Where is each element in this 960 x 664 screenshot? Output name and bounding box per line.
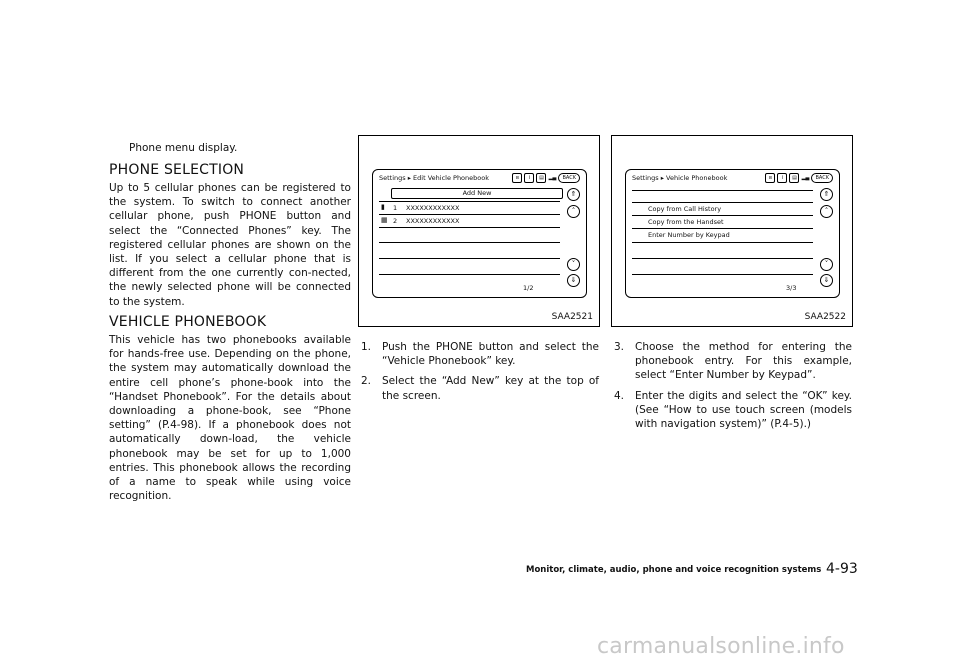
back-button[interactable]: BACK <box>558 173 580 183</box>
breadcrumb: Settings ▸ Vehicle Phonebook <box>632 174 728 182</box>
bluetooth-icon: ʙ <box>765 173 775 183</box>
divider <box>379 258 560 259</box>
step-number: 4. <box>614 389 625 402</box>
paragraph-vehicle-phonebook: This vehicle has two phonebooks available for hands-free use. Depending on the phone, the system may automatically download the entire cell phone’s phone-book into the “Handset Phonebook”. For the details about downloading a phone-book, see “Phone setting” (P.4-98). If a phonebook does not automatically down-load, the vehicle phonebook may be set for up to 1,000 entries. This phonebook allows the recording of a name to speak while using voice recognition. <box>109 334 351 503</box>
step-number: 2. <box>361 375 372 388</box>
signal-icon: ▂▄ <box>548 175 557 181</box>
step-text: Push the PHONE button and select the “Vehicle Phonebook” key. <box>382 341 599 368</box>
page-down-icon[interactable]: ⇓ <box>567 274 580 287</box>
option-copy-handset[interactable]: Copy from the Handset <box>648 218 724 226</box>
add-new-button[interactable]: Add New <box>391 188 563 199</box>
figure-vehicle-phonebook <box>611 135 853 327</box>
status-bar <box>765 173 833 183</box>
watermark: carmanualsonline.info <box>597 634 845 659</box>
divider <box>379 274 560 275</box>
divider <box>632 215 813 216</box>
phone-book-icon: ▦ <box>381 216 388 224</box>
step-number: 1. <box>361 341 372 353</box>
figure-code: SAA2522 <box>804 312 846 322</box>
divider <box>379 201 560 202</box>
list-item-value[interactable]: XXXXXXXXXXXX <box>406 204 460 212</box>
back-button[interactable]: BACK <box>811 173 833 183</box>
heading-phone-selection: PHONE SELECTION <box>109 162 245 178</box>
step-number: 3. <box>614 341 625 353</box>
info-icon: i <box>524 173 534 183</box>
heading-vehicle-phonebook: VEHICLE PHONEBOOK <box>109 314 267 330</box>
divider <box>379 214 560 215</box>
page-up-icon[interactable]: ⇑ <box>820 188 833 201</box>
step-item <box>614 340 852 383</box>
scroll-down-icon[interactable]: ˅ <box>567 258 580 271</box>
step-item <box>361 374 599 402</box>
screen-vehicle-phonebook <box>625 169 840 298</box>
page-down-icon[interactable]: ⇓ <box>820 274 833 287</box>
steps-column-2 <box>361 340 599 409</box>
page-indicator: 3/3 <box>786 284 797 292</box>
intro-caption: Phone menu display. <box>129 142 238 154</box>
divider <box>632 274 813 275</box>
figure-edit-vehicle-phonebook <box>358 135 600 327</box>
page-number: 4-93 <box>826 561 858 577</box>
divider <box>379 242 560 243</box>
figure-code: SAA2521 <box>551 312 593 322</box>
option-copy-call-history[interactable]: Copy from Call History <box>648 205 722 213</box>
divider <box>632 202 813 203</box>
battery-icon: ▤ <box>789 173 799 183</box>
divider <box>632 228 813 229</box>
bluetooth-icon: ʙ <box>512 173 522 183</box>
list-item-num: 1 <box>393 204 398 212</box>
scroll-up-icon[interactable]: ˄ <box>820 205 833 218</box>
divider <box>632 190 813 191</box>
option-enter-keypad[interactable]: Enter Number by Keypad <box>648 231 730 239</box>
list-item-num: 2 <box>393 217 398 225</box>
step-item <box>614 389 852 432</box>
scroll-down-icon[interactable]: ˅ <box>820 258 833 271</box>
phone-icon: ▮ <box>381 203 385 211</box>
divider <box>632 258 813 259</box>
scroll-up-icon[interactable]: ˄ <box>567 205 580 218</box>
steps-column-3 <box>614 340 852 437</box>
screen-edit-phonebook <box>372 169 587 298</box>
signal-icon: ▂▄ <box>801 175 810 181</box>
battery-icon: ▤ <box>536 173 546 183</box>
divider <box>379 227 560 228</box>
page-up-icon[interactable]: ⇑ <box>567 188 580 201</box>
step-item <box>361 340 599 368</box>
step-text: Choose the method for entering the phonebook entry. For this example, select “Enter Number by Keypad”. <box>635 341 852 382</box>
step-text: Select the “Add New” key at the top of the screen. <box>382 375 599 402</box>
list-item-value[interactable]: XXXXXXXXXXXX <box>406 217 460 225</box>
breadcrumb: Settings ▸ Edit Vehicle Phonebook <box>379 174 489 182</box>
info-icon: i <box>777 173 787 183</box>
step-text: Enter the digits and select the “OK” key. (See “How to use touch screen (models with navigation system)” (P.4-5).) <box>635 389 852 431</box>
divider <box>632 242 813 243</box>
footer-chapter-title: Monitor, climate, audio, phone and voice recognition systems <box>526 565 822 575</box>
status-bar <box>512 173 580 183</box>
page-indicator: 1/2 <box>523 284 534 292</box>
paragraph-phone-selection: Up to 5 cellular phones can be registered to the system. To switch to connect another cellular phone, push PHONE button and select the “Connected Phones” key. The registered cellular phones are shown on the list. If you select a cellular phone that is different from the one currently con-nected, the newly selected phone will be connected to the system. <box>109 182 351 308</box>
